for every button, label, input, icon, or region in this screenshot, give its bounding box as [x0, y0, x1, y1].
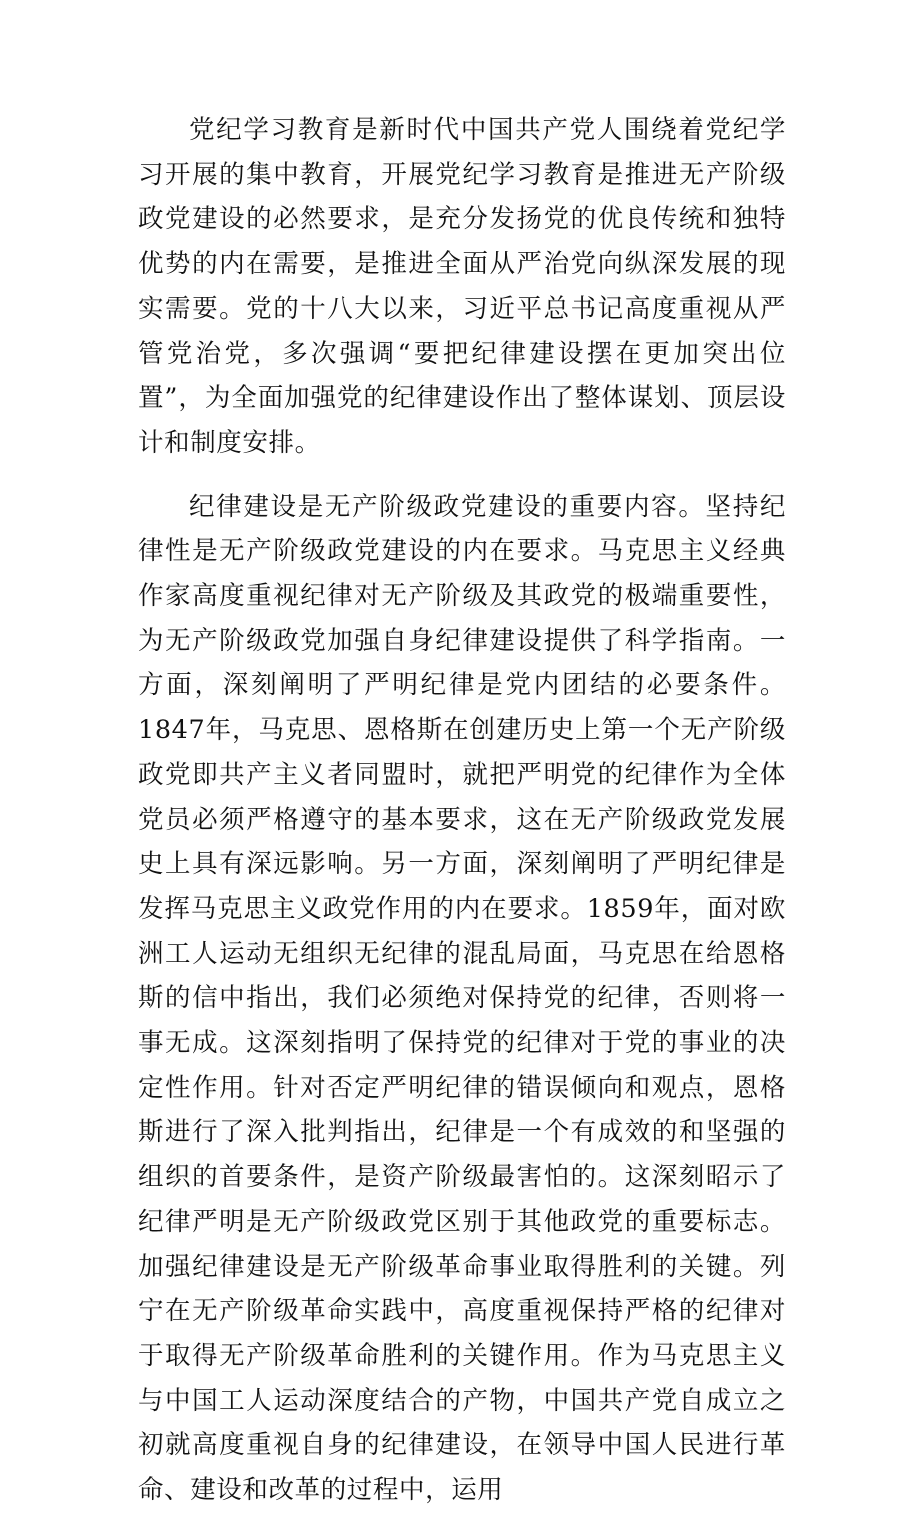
paragraph-1: 党纪学习教育是新时代中国共产党人围绕着党纪学习开展的集中教育，开展党纪学习教育是推进无产阶级政党建设的必然要求，是充分发扬党的优良传统和独特优势的内在需要，是推进全面从严治党向纵深发展的现实需要。党的十八大以来，习近平总书记高度重视从严管党治党，多次强调“要把纪律建设摆在更加突出位置”，为全面加强党的纪律建设作出了整体谋划、顶层设计和制度安排。	[138, 115, 786, 458]
document-page	[138, 108, 786, 1513]
paragraph-2: 纪律建设是无产阶级政党建设的重要内容。坚持纪律性是无产阶级政党建设的内在要求。马克思主义经典作家高度重视纪律对无产阶级及其政党的极端重要性，为无产阶级政党加强自身纪律建设提供了科学指南。一方面，深刻阐明了严明纪律是党内团结的必要条件。1847年，马克思、恩格斯在创建历史上第一个无产阶级政党即共产主义者同盟时，就把严明党的纪律作为全体党员必须严格遵守的基本要求，这在无产阶级政党发展史上具有深远影响。另一方面，深刻阐明了严明纪律是发挥马克思主义政党作用的内在要求。1859年，面对欧洲工人运动无组织无纪律的混乱局面，马克思在给恩格斯的信中指出，我们必须绝对保持党的纪律，否则将一事无成。这深刻指明了保持党的纪律对于党的事业的决定性作用。针对否定严明纪律的错误倾向和观点，恩格斯进行了深入批判指出，纪律是一个有成效的和坚强的组织的首要条件，是资产阶级最害怕的。这深刻昭示了纪律严明是无产阶级政党区别于其他政党的重要标志。加强纪律建设是无产阶级革命事业取得胜利的关键。列宁在无产阶级革命实践中，高度重视保持严格的纪律对于取得无产阶级革命胜利的关键作用。作为马克思主义与中国工人运动深度结合的产物，中国共产党自成立之初就高度重视自身的纪律建设，在领导中国人民进行革命、建设和改革的过程中，运用	[138, 491, 786, 1506]
